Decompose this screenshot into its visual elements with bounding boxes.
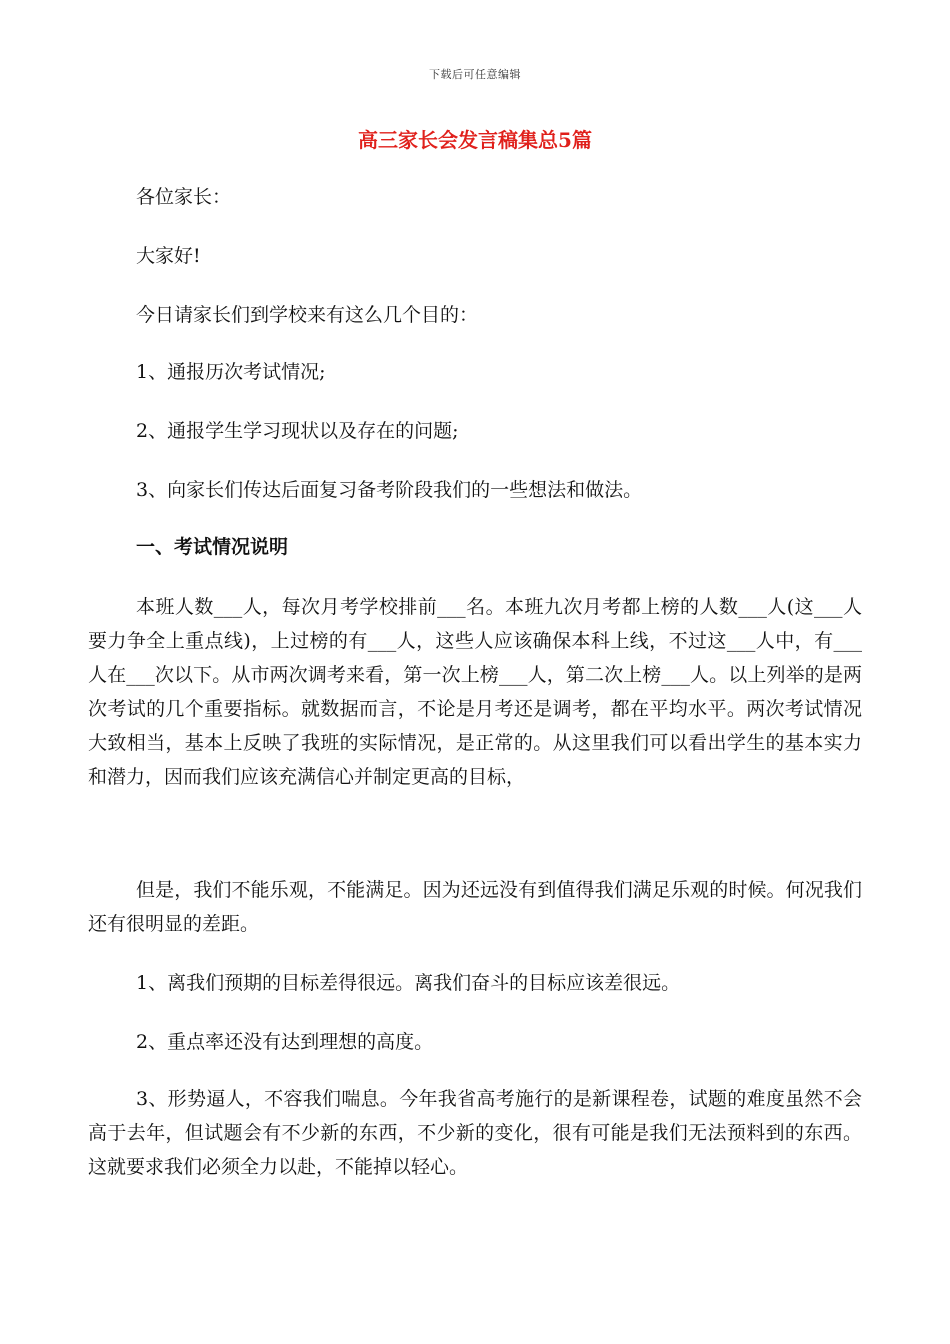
greeting: 各位家长： [136,186,232,208]
gap-item: 2、重点率还没有达到理想的高度。 [136,1031,434,1053]
hello-line: 大家好! [136,245,201,267]
section-heading: 一、考试情况说明 [136,536,289,558]
paragraph-not-satisfied: 但是，我们不能乐观，不能满足。因为还远没有到值得我们满足乐观的时候。何况我们还有很明显的差距。 [88,879,862,935]
purpose-item: 1、通报历次考试情况; [136,361,326,383]
intro-line: 今日请家长们到学校来有这么几个目的： [136,304,479,326]
header-note: 下载后可任意编辑 [429,68,521,81]
paragraph-exam-results: 本班人数___人，每次月考学校排前___名。本班九次月考都上榜的人数___人(这___人要力争全上重点线)，上过榜的有___人，这些人应该确保本科上线，不过这___人中，有___人在___次以下。从市两次调考来看，第一次上榜___人，第二次上榜___人。以上列举的是两次考试的几个重要指标。就数据而言，不论是月考还是调考，都在平均水平。两次考试情况大致相当，基本上反映了我班的实际情况，是正常的。从这里我们可以看出学生的基本实力和潜力，因而我们应该充满信心并制定更高的目标， [88,596,862,788]
document-title: 高三家长会发言稿集总5篇 [358,128,592,152]
purpose-item: 2、通报学生学习现状以及存在的问题; [136,420,459,442]
paragraph-situation: 3、形势逼人，不容我们喘息。今年我省高考施行的是新课程卷，试题的难度虽然不会高于去年，但试题会有不少新的东西，不少新的变化，很有可能是我们无法预料到的东西。这就要求我们必须全力以赴，不能掉以轻心。 [88,1088,862,1178]
purpose-item: 3、向家长们传达后面复习备考阶段我们的一些想法和做法。 [136,479,643,501]
gap-item: 1、离我们预期的目标差得很远。离我们奋斗的目标应该差很远。 [136,972,681,994]
